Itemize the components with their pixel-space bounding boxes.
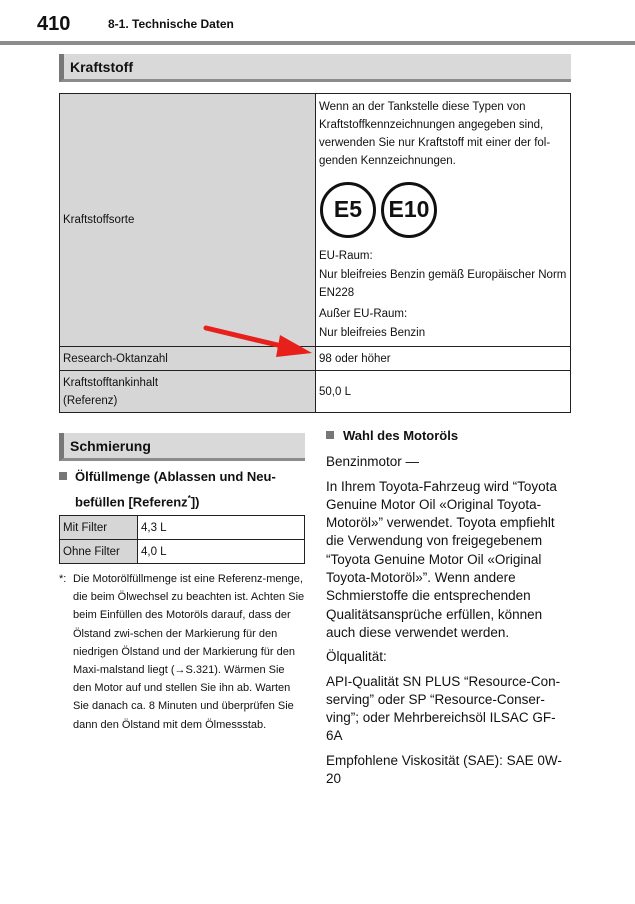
eu-text: Nur bleifreies Benzin gemäß Europäischer Norm EN228: [319, 268, 567, 299]
footnote-mark: *:: [59, 573, 67, 585]
oil-capacity-table: [59, 515, 305, 564]
octane-row: [60, 347, 571, 371]
oil-capacity-heading-line-1: Ölfüllmenge (Ablassen und Neu-: [75, 469, 276, 484]
with-filter-value: 4,3 L: [138, 516, 305, 540]
oil-choice-column: [326, 427, 572, 794]
e5-badge: E5: [320, 182, 376, 238]
tank-label: [60, 371, 316, 413]
oil-choice-title: Wahl des Motoröls: [343, 428, 459, 443]
e10-badge: E10: [381, 182, 437, 238]
square-bullet-icon: [59, 472, 67, 480]
fuel-table: [59, 93, 571, 413]
engine-type: Benzinmotor —: [326, 454, 420, 470]
tank-row: [60, 371, 571, 413]
fuel-type-row: [60, 94, 571, 347]
oil-capacity-heading-end: ]): [190, 494, 200, 510]
red-arrow-icon: [200, 322, 315, 362]
footnote-ref: *: [187, 494, 191, 503]
fuel-section-bar: [59, 54, 571, 82]
oil-capacity-heading: [59, 466, 305, 513]
tank-label-line-1: Kraftstofftankinhalt: [63, 376, 159, 389]
quality-text: API-Qualität SN PLUS “Resource-Con-serving” oder SP “Resource-Conser-ving”; oder Mehrbereichsöl ILSAC GF-6A: [326, 673, 561, 744]
table-row: [60, 540, 305, 564]
square-bullet-icon: [326, 431, 334, 439]
non-eu-label: Außer EU-Raum:: [319, 307, 408, 320]
viscosity-text: Empfohlene Viskosität (SAE): SAE 0W-20: [326, 752, 562, 787]
octane-value: 98 oder höher: [316, 347, 571, 371]
fuel-type-cell: [316, 94, 571, 347]
fuel-type-intro: Wenn an der Tankstelle diese Typen von Kraftstoffkennzeichnungen angegeben sind, verwenden Sie nur Kraftstoff mit einer der fol-genden Kennzeichnungen.: [319, 100, 551, 167]
header-rule: [0, 41, 635, 45]
page-header: [0, 0, 635, 46]
lubrication-section-title: Schmierung: [70, 438, 151, 454]
quality-label: Ölqualität:: [326, 649, 387, 665]
tank-label-line-2: (Referenz): [63, 394, 118, 407]
with-filter-label: Mit Filter: [60, 516, 138, 540]
page-number: 410: [37, 13, 71, 35]
eu-label: EU-Raum:: [319, 249, 373, 262]
footnote-text: Die Motorölfüllmenge ist eine Referenz-menge, die beim Ölwechsel zu beachten ist. Achten Sie beim Einfüllen des Motoröls darauf, dass der Ölstand zwi-schen der Markierung für den niedrigen Ölstand und der Markierung für den Maxi-malstand liegt (→S.321). Wärmen Sie den Motor auf und stellen Sie ihn ab. Warten Sie danach ca. 8 Minuten und überprüfen Sie dann den Ölstand mit dem Ölmessstab.: [73, 573, 305, 731]
table-row: [60, 516, 305, 540]
without-filter-value: 4,0 L: [138, 540, 305, 564]
fuel-badges: [320, 182, 567, 238]
tank-value: 50,0 L: [316, 371, 571, 413]
fuel-type-label: Kraftstoffsorte: [60, 94, 316, 347]
oil-choice-heading: [326, 427, 572, 445]
chapter-title: 8-1. Technische Daten: [108, 17, 234, 31]
oil-footnote: [59, 570, 305, 734]
octane-label: Research-Oktanzahl: [60, 347, 316, 371]
lubrication-section-bar: [59, 433, 305, 461]
without-filter-label: Ohne Filter: [60, 540, 138, 564]
oil-paragraph: In Ihrem Toyota-Fahrzeug wird “Toyota Genuine Motor Oil «Original Toyota-Motoröl»” verwendet. Toyota empfiehlt die Verwendung von freigegebenem “Toyota Genuine Motor Oil «Original Toyota-Motoröl»”. Wenn andere Schmierstoffe die entsprechenden Qualitätsansprüche erfüllen, können auch diese verwendet werden.: [326, 478, 557, 640]
oil-capacity-heading-line-2: befüllen [Referenz: [75, 494, 188, 510]
fuel-section-title: Kraftstoff: [70, 59, 133, 75]
non-eu-text: Nur bleifreies Benzin: [319, 326, 426, 339]
